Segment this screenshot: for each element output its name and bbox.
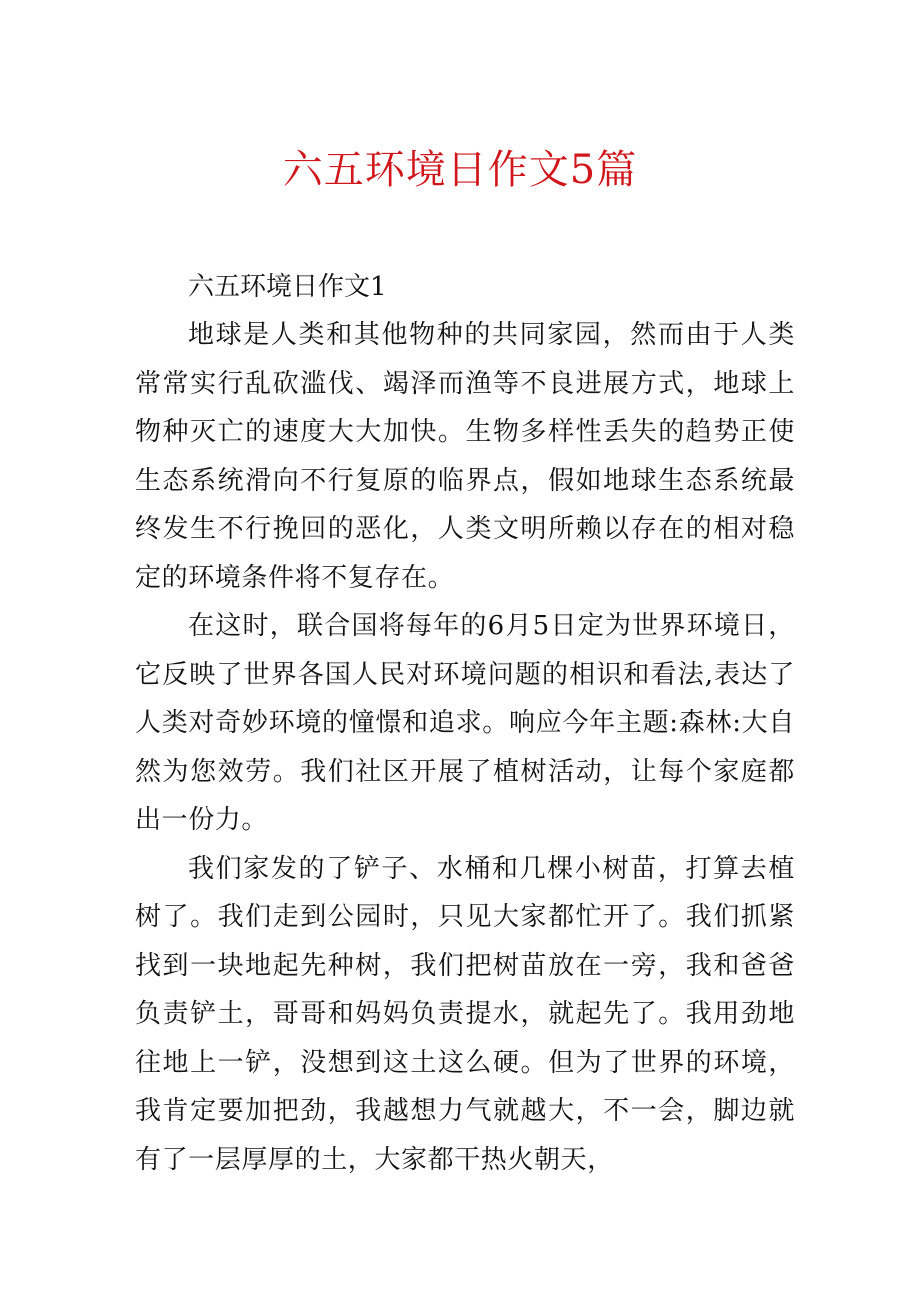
paragraph-1: 地球是人类和其他物种的共同家园，然而由于人类常常实行乱砍滥伐、竭泽而渔等不良进展方式，地球上物种灭亡的速度大大加快。生物多样性丢失的趋势正使生态系统滑向不行复原的临界点，假如地球生态系统最终发生不行挽回的恶化，人类文明所赖以存在的相对稳定的环境条件将不复存在。 <box>135 320 795 593</box>
paragraph-3: 我们家发的了铲子、水桶和几棵小树苗，打算去植树了。我们走到公园时，只见大家都忙开了。我们抓紧找到一块地起先种树，我们把树苗放在一旁，我和爸爸负责铲土，哥哥和妈妈负责提水，就起先了。我用劲地往地上一铲，没想到这土这么硬。但为了世界的环境，我肯定要加把劲，我越想力气就越大，不一会，脚边就有了一层厚厚的土，大家都干热火朝天， <box>135 853 795 1175</box>
document-title: 六五环境日作文5篇 <box>282 147 638 193</box>
paragraph-2: 在这时，联合国将每年的6月5日定为世界环境日，它反映了世界各国人民对环境问题的相识和看法,表达了人类对奇妙环境的憧憬和追求。响应今年主题:森林:大自然为您效劳。我们社区开展了植树活动，让每个家庭都出一份力。 <box>135 611 795 835</box>
article-body <box>135 263 795 1184</box>
section-heading: 六五环境日作文1 <box>188 272 387 302</box>
